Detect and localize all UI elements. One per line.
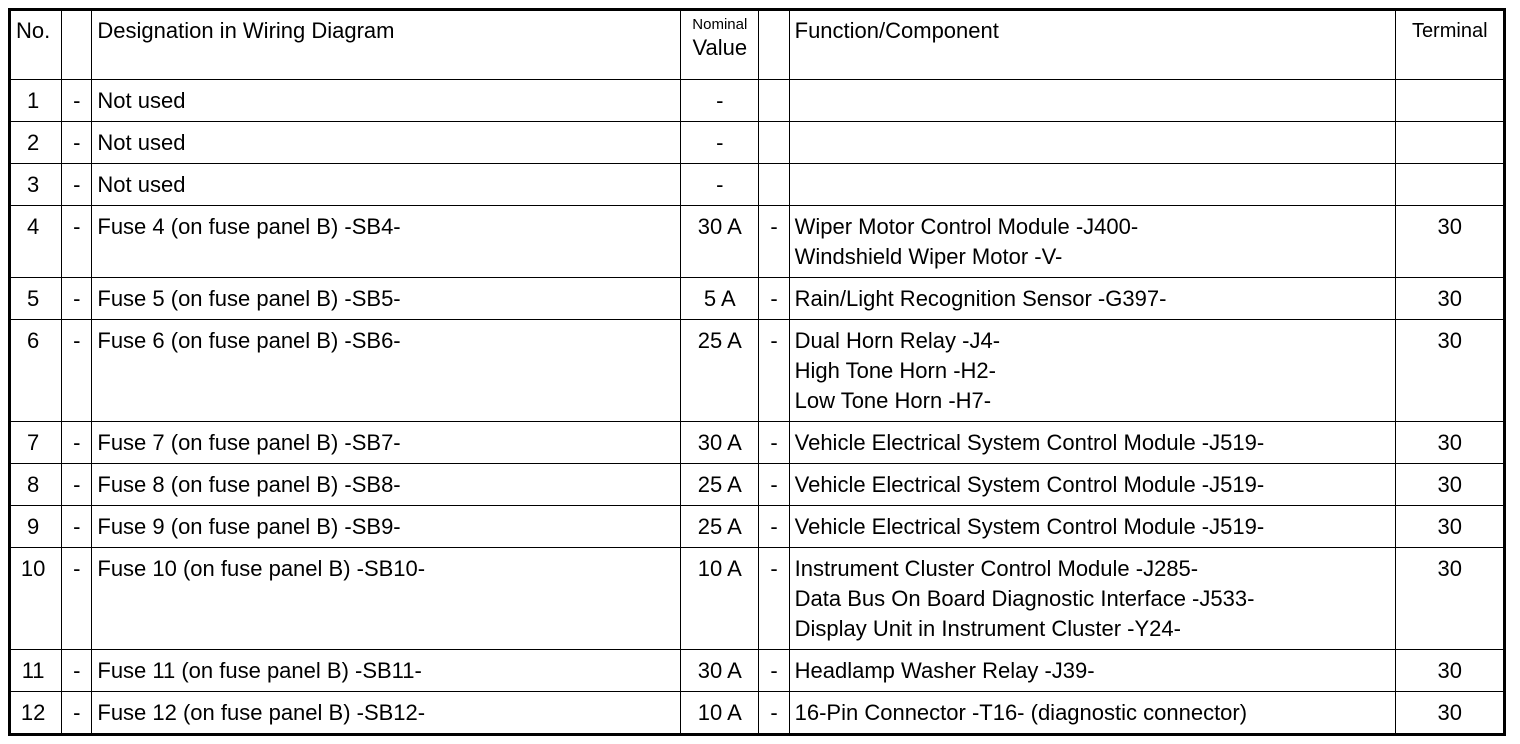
- header-row: [10, 10, 1505, 80]
- row-number: 2: [10, 122, 62, 164]
- row-designation: Fuse 10 (on fuse panel B) -SB10-: [92, 548, 681, 650]
- header-terminal: Terminal: [1396, 10, 1505, 80]
- header-designation: Designation in Wiring Diagram: [92, 10, 681, 80]
- row-designation: Fuse 5 (on fuse panel B) -SB5-: [92, 278, 681, 320]
- row-dash: -: [62, 320, 92, 422]
- row-dash: -: [62, 548, 92, 650]
- row-dash: -: [62, 80, 92, 122]
- row-number: 12: [10, 692, 62, 735]
- function-line: Instrument Cluster Control Module -J285-: [794, 556, 1199, 581]
- row-dash-2: -: [759, 548, 789, 650]
- header-function: Function/Component: [789, 10, 1396, 80]
- header-no: No.: [10, 10, 62, 80]
- row-nominal-value: 25 A: [681, 464, 759, 506]
- row-number: 9: [10, 506, 62, 548]
- row-function-component: [789, 164, 1396, 206]
- row-nominal-value: 10 A: [681, 548, 759, 650]
- fuse-table: [8, 8, 1506, 736]
- function-line: Data Bus On Board Diagnostic Interface -J533-: [794, 586, 1255, 611]
- row-terminal: 30: [1396, 692, 1505, 735]
- row-designation: Not used: [92, 80, 681, 122]
- row-function-component: [789, 320, 1396, 422]
- row-terminal: 30: [1396, 422, 1505, 464]
- row-nominal-value: 10 A: [681, 692, 759, 735]
- function-line: Vehicle Electrical System Control Module -J519-: [794, 472, 1265, 497]
- table-row: [10, 206, 1505, 278]
- row-designation: Not used: [92, 164, 681, 206]
- row-designation: Fuse 6 (on fuse panel B) -SB6-: [92, 320, 681, 422]
- row-number: 7: [10, 422, 62, 464]
- row-dash: -: [62, 650, 92, 692]
- row-terminal: [1396, 164, 1505, 206]
- row-designation: Not used: [92, 122, 681, 164]
- row-designation: Fuse 11 (on fuse panel B) -SB11-: [92, 650, 681, 692]
- row-terminal: 30: [1396, 650, 1505, 692]
- function-line: Display Unit in Instrument Cluster -Y24-: [794, 616, 1181, 641]
- row-dash: -: [62, 506, 92, 548]
- table-row: [10, 650, 1505, 692]
- row-terminal: 30: [1396, 548, 1505, 650]
- row-dash-2: -: [759, 422, 789, 464]
- function-line: Wiper Motor Control Module -J400-: [794, 214, 1139, 239]
- row-number: 6: [10, 320, 62, 422]
- row-nominal-value: 25 A: [681, 320, 759, 422]
- row-terminal: [1396, 122, 1505, 164]
- row-dash-2: -: [759, 692, 789, 735]
- row-function-component: [789, 650, 1396, 692]
- row-dash-2: -: [759, 320, 789, 422]
- row-dash: -: [62, 278, 92, 320]
- row-function-component: [789, 206, 1396, 278]
- row-number: 1: [10, 80, 62, 122]
- row-number: 4: [10, 206, 62, 278]
- row-dash-2: [759, 80, 789, 122]
- fuse-table-container: [8, 8, 1506, 736]
- row-dash: -: [62, 164, 92, 206]
- row-number: 8: [10, 464, 62, 506]
- table-row: [10, 548, 1505, 650]
- row-number: 11: [10, 650, 62, 692]
- row-dash: -: [62, 422, 92, 464]
- row-designation: Fuse 12 (on fuse panel B) -SB12-: [92, 692, 681, 735]
- header-dash-2: [759, 10, 789, 80]
- row-number: 5: [10, 278, 62, 320]
- table-row: [10, 464, 1505, 506]
- table-row: [10, 164, 1505, 206]
- function-line: Dual Horn Relay -J4-: [794, 328, 1001, 353]
- row-function-component: [789, 278, 1396, 320]
- row-function-component: [789, 692, 1396, 735]
- row-function-component: [789, 122, 1396, 164]
- row-dash-2: -: [759, 506, 789, 548]
- function-line: Windshield Wiper Motor -V-: [794, 244, 1063, 269]
- function-line: Rain/Light Recognition Sensor -G397-: [794, 286, 1167, 311]
- row-dash-2: -: [759, 650, 789, 692]
- table-row: [10, 122, 1505, 164]
- header-nominal-value: [681, 10, 759, 80]
- row-designation: Fuse 7 (on fuse panel B) -SB7-: [92, 422, 681, 464]
- row-dash: -: [62, 464, 92, 506]
- row-nominal-value: 30 A: [681, 422, 759, 464]
- table-row: [10, 320, 1505, 422]
- row-number: 3: [10, 164, 62, 206]
- table-row: [10, 422, 1505, 464]
- row-designation: Fuse 9 (on fuse panel B) -SB9-: [92, 506, 681, 548]
- function-line: 16-Pin Connector -T16- (diagnostic connector): [794, 700, 1248, 725]
- header-value-label: Value: [692, 35, 748, 60]
- row-dash: -: [62, 206, 92, 278]
- row-function-component: [789, 464, 1396, 506]
- row-dash-2: -: [759, 206, 789, 278]
- row-dash-2: -: [759, 464, 789, 506]
- table-row: [10, 692, 1505, 735]
- row-nominal-value: -: [681, 80, 759, 122]
- row-terminal: [1396, 80, 1505, 122]
- header-dash: [62, 10, 92, 80]
- row-terminal: 30: [1396, 320, 1505, 422]
- function-line: Vehicle Electrical System Control Module -J519-: [794, 430, 1265, 455]
- function-line: Headlamp Washer Relay -J39-: [794, 658, 1095, 683]
- row-nominal-value: 25 A: [681, 506, 759, 548]
- table-row: [10, 278, 1505, 320]
- row-dash-2: [759, 164, 789, 206]
- row-terminal: 30: [1396, 506, 1505, 548]
- row-dash-2: -: [759, 278, 789, 320]
- table-row: [10, 506, 1505, 548]
- table-body: [10, 80, 1505, 735]
- row-terminal: 30: [1396, 206, 1505, 278]
- row-designation: Fuse 8 (on fuse panel B) -SB8-: [92, 464, 681, 506]
- row-terminal: 30: [1396, 464, 1505, 506]
- row-nominal-value: 5 A: [681, 278, 759, 320]
- row-function-component: [789, 422, 1396, 464]
- row-function-component: [789, 80, 1396, 122]
- table-row: [10, 80, 1505, 122]
- row-nominal-value: 30 A: [681, 206, 759, 278]
- row-nominal-value: -: [681, 122, 759, 164]
- row-nominal-value: -: [681, 164, 759, 206]
- row-designation: Fuse 4 (on fuse panel B) -SB4-: [92, 206, 681, 278]
- row-number: 10: [10, 548, 62, 650]
- row-nominal-value: 30 A: [681, 650, 759, 692]
- row-dash: -: [62, 692, 92, 735]
- row-function-component: [789, 548, 1396, 650]
- row-dash: -: [62, 122, 92, 164]
- function-line: Vehicle Electrical System Control Module -J519-: [794, 514, 1265, 539]
- row-terminal: 30: [1396, 278, 1505, 320]
- function-line: High Tone Horn -H2-: [794, 358, 996, 383]
- row-dash-2: [759, 122, 789, 164]
- header-nominal-label: Nominal: [692, 16, 748, 33]
- row-function-component: [789, 506, 1396, 548]
- function-line: Low Tone Horn -H7-: [794, 388, 992, 413]
